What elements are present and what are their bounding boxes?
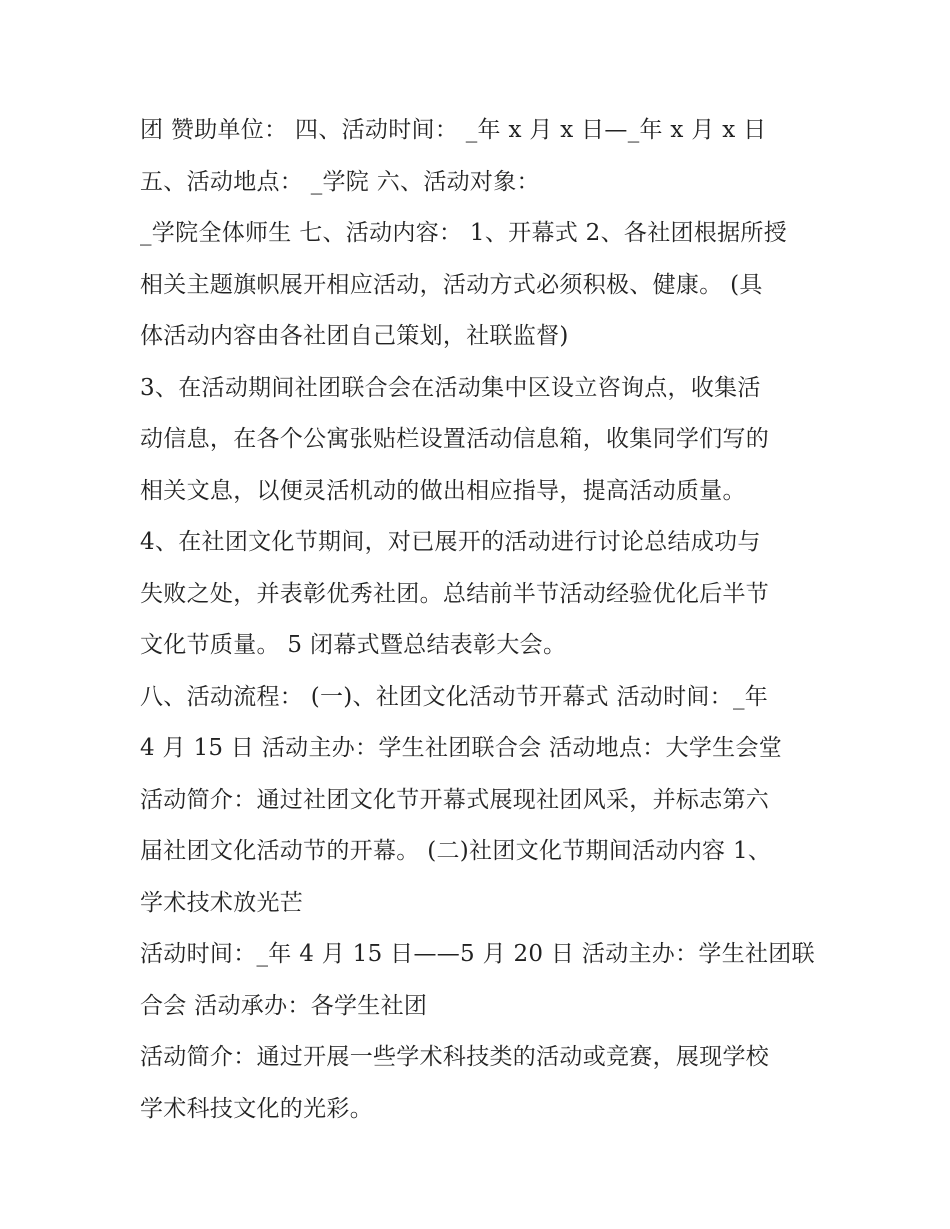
text-line: 学术科技文化的光彩。 — [140, 1095, 373, 1122]
text-line: 失败之处，并表彰优秀社团。总结前半节活动经验优化后半节 — [140, 580, 770, 607]
text-line: 相关主题旗帜展开相应活动，活动方式必须积极、健康。 (具 — [140, 271, 763, 298]
text-line: 团 赞助单位： 四、活动时间： _年 x 月 x 日—_年 x 月 x 日 — [140, 117, 767, 143]
text-line: 合会 活动承办：各学生社团 — [140, 992, 428, 1019]
text-line: 学术技术放光芒 — [140, 889, 304, 916]
text-line: 4、在社团文化节期间，对已展开的活动进行讨论总结成功与 — [140, 529, 761, 555]
text-line: 4 月 15 日 活动主办：学生社团联合会 活动地点：大学生会堂 — [140, 735, 783, 761]
text-line: 八、活动流程： (一)、社团文化活动节开幕式 活动时间：_年 — [140, 683, 769, 710]
document-body — [140, 108, 820, 1138]
text-line: 动信息，在各个公寓张贴栏设置活动信息箱，收集同学们写的 — [140, 426, 770, 452]
text-line: 体活动内容由各社团自己策划，社联监督) — [140, 323, 569, 349]
text-line: 活动简介：通过社团文化节开幕式展现社团风采，并标志第六 — [140, 786, 770, 813]
text-line: 活动时间：_年 4 月 15 日——5 月 20 日 活动主办：学生社团联 — [140, 941, 815, 967]
text-line: 活动简介：通过开展一些学术科技类的活动或竞赛，展现学校 — [140, 1044, 770, 1070]
text-line: 届社团文化活动节的开幕。 (二)社团文化节期间活动内容 1、 — [140, 838, 772, 864]
text-line: 五、活动地点： _学院 六、活动对象： — [140, 168, 540, 195]
text-line: 相关文息，以便灵活机动的做出相应指导，提高活动质量。 — [140, 477, 746, 504]
text-line: 3、在活动期间社团联合会在活动集中区设立咨询点，收集活 — [140, 374, 761, 401]
text-line: _学院全体师生 七、活动内容： 1、开幕式 2、各社团根据所授 — [140, 220, 787, 246]
text-line: 文化节质量。 5 闭幕式暨总结表彰大会。 — [140, 632, 567, 658]
